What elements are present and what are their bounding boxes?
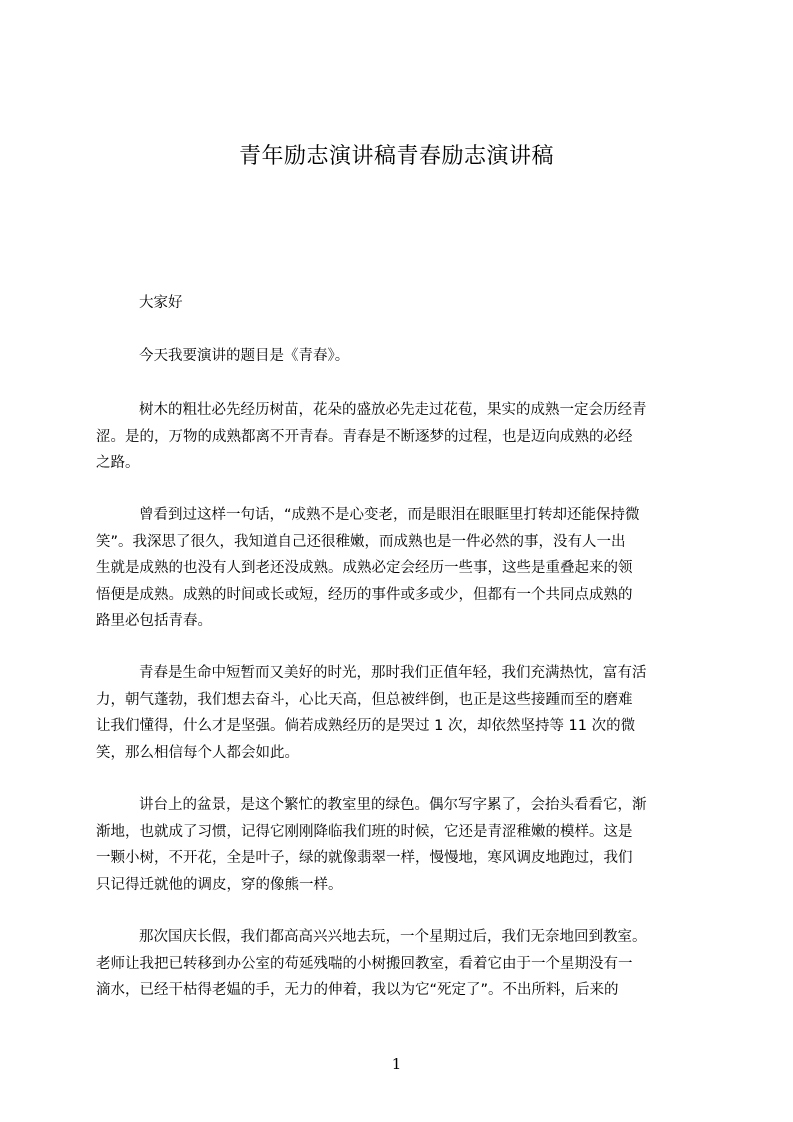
paragraph-line: 青春是生命中短暂而又美好的时光，那时我们正值年轻，我们充满热忱，富有活 xyxy=(139,665,647,681)
paragraph-topic xyxy=(96,343,700,370)
document-title: 青年励志演讲稿青春励志演讲稿 xyxy=(238,144,554,169)
paragraph-line: 今天我要演讲的题目是《青春》。 xyxy=(139,348,350,364)
paragraph-line: 力，朝气蓬勃，我们想去奋斗，心比天高，但总被绊倒，也正是这些接踵而至的磨难 xyxy=(96,691,633,708)
paragraph-growth xyxy=(96,397,700,477)
paragraph-line: 大家好 xyxy=(139,295,183,311)
paragraph-bonsai xyxy=(96,792,700,898)
paragraph-line: 涩。是的，万物的成熟都离不开青春。青春是不断逐梦的过程，也是迈向成熟的必经 xyxy=(96,428,633,445)
paragraph-line: 路里必包括青春。 xyxy=(96,613,212,629)
paragraph-line: 讲台上的盆景，是这个繁忙的教室里的绿色。偶尔写字累了，会抬头看看它，渐 xyxy=(139,797,647,813)
paragraph-line: 老师让我把已转移到办公室的苟延残喘的小树搬回教室，看着它由于一个星期没有一 xyxy=(96,955,633,972)
paragraph-line: 生就是成熟的也没有人到老还没成熟。成熟必定会经历一些事，这些是重叠起来的领 xyxy=(96,560,633,576)
paragraph-holiday xyxy=(96,924,700,1004)
paragraph-line: 那次国庆长假，我们都高高兴兴地去玩，一个星期过后，我们无奈地回到教室。 xyxy=(139,929,647,945)
paragraph-line: 树木的粗壮必先经历树苗，花朵的盛放必先走过花苞，果实的成熟一定会历经青 xyxy=(139,402,647,418)
paragraph-maturity xyxy=(96,502,700,635)
paragraph-line: 滴水，已经干枯得老媪的手，无力的伸着，我以为它“死定了”。不出所料，后来的 xyxy=(96,982,619,998)
paragraph-line: 渐地，也就成了习惯，记得它刚刚降临我们班的时候，它还是青涩稚嫩的模样。这是 xyxy=(96,823,633,840)
paragraph-line: 之路。 xyxy=(96,455,140,471)
paragraph-line: 悟便是成熟。成熟的时间或长或短，经历的事件或多或少，但都有一个共同点成熟的 xyxy=(96,586,633,603)
paragraph-line: 笑”。我深思了很久，我知道自己还很稚嫩，而成熟也是一件必然的事，没有人一出 xyxy=(96,533,626,550)
paragraph-greeting xyxy=(96,290,700,317)
paragraph-youth xyxy=(96,660,700,766)
paragraph-line: 一颗小树，不开花，全是叶子，绿的就像翡翠一样，慢慢地，寒风调皮地跑过，我们 xyxy=(96,850,633,866)
paragraph-line: 让我们懂得，什么才是坚强。倘若成熟经历的是哭过 1 次，却依然坚持等 11 次的微 xyxy=(96,718,636,734)
paragraph-line: 曾看到过这样一句话，“成熟不是心变老，而是眼泪在眼眶里打转却还能保持微 xyxy=(139,507,640,523)
page-number: 1 xyxy=(391,1055,402,1073)
paragraph-line: 笑，那么相信每个人都会如此。 xyxy=(96,744,299,761)
paragraph-line: 只记得迁就他的调皮，穿的像熊一样。 xyxy=(96,876,343,893)
